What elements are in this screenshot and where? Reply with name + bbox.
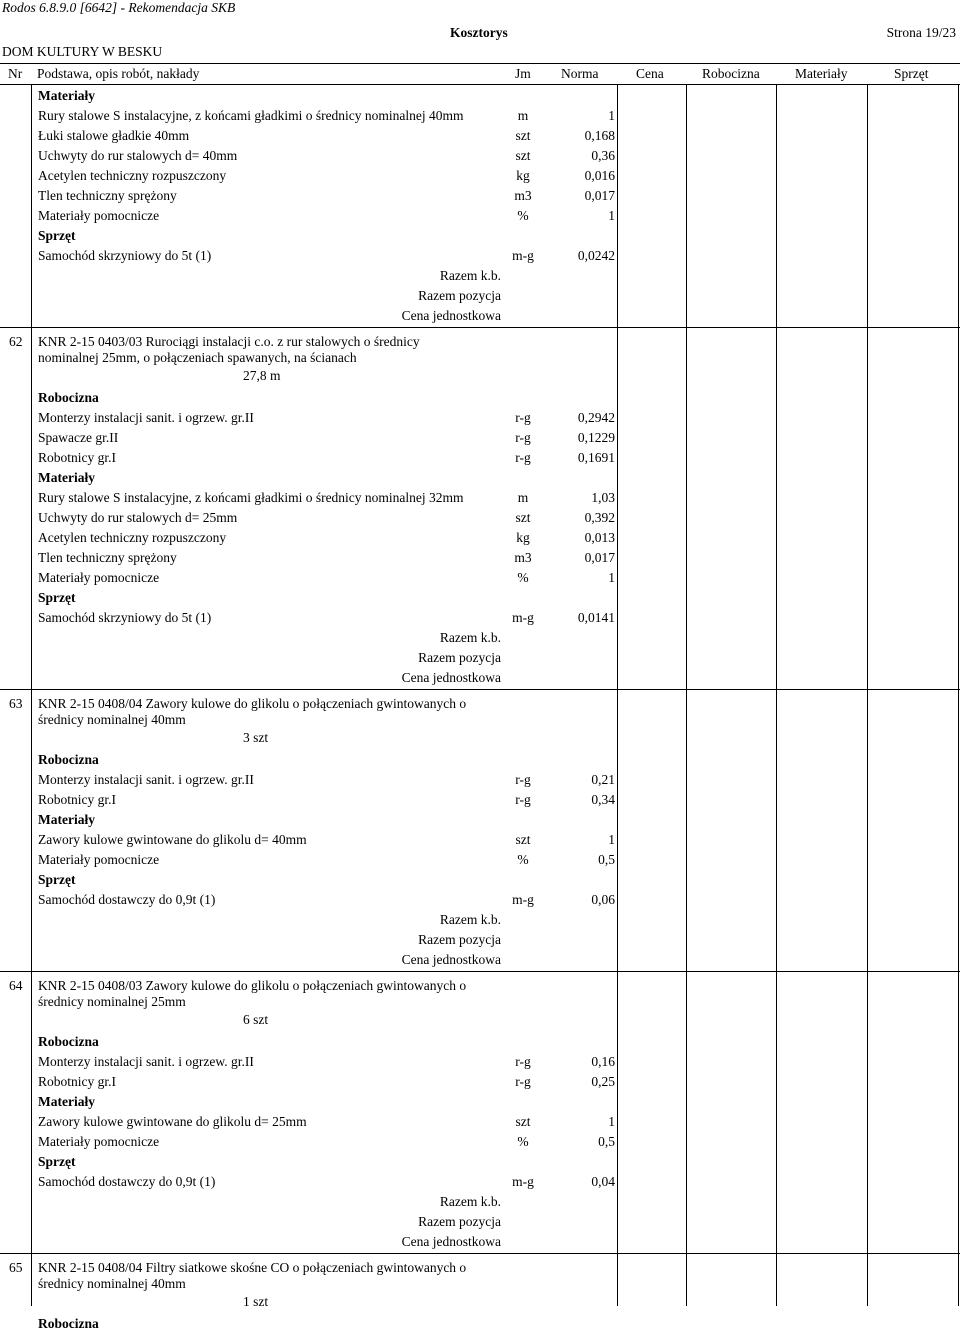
resource-unit: % [517,570,529,585]
position-description-line2: średnicy nominalnej 40mm [38,712,186,727]
grid-line [867,84,868,1306]
col-header-sprzet: Sprzęt [894,66,929,81]
resource-unit: % [517,208,529,223]
grid-line [958,84,959,1306]
resource-norma: 1 [608,108,615,123]
header-top-rule [0,63,960,64]
resource-name: Łuki stalowe gładkie 40mm [38,128,190,143]
resource-unit: szt [515,128,531,143]
resource-unit: m3 [514,550,532,565]
position-separator [0,327,960,328]
grid-line [31,84,32,1306]
resource-norma: 0,168 [584,128,615,143]
doc-title: Kosztorys [450,25,508,40]
app-title: Rodos 6.8.9.0 [6642] - Rekomendacja SKB [2,0,236,15]
section-heading: Materiały [38,470,95,485]
resource-norma: 0,017 [584,188,615,203]
col-header-materialy: Materiały [795,66,848,81]
summary-label: Cena jednostkowa [401,1234,501,1249]
resource-unit: m-g [512,248,534,263]
resource-norma: 0,5 [598,852,615,867]
position-separator [0,971,960,972]
header-bottom-rule [0,84,960,85]
summary-label: Razem pozycja [418,650,501,665]
col-header-jm: Jm [515,66,531,81]
resource-name: Zawory kulowe gwintowane do glikolu d= 40mm [38,832,307,847]
resource-name: Materiały pomocnicze [38,570,160,585]
position-quantity: 27,8 m [243,368,281,383]
resource-norma: 1 [608,570,615,585]
grid-line [686,84,687,1306]
resource-norma: 0,017 [584,550,615,565]
resource-unit: kg [516,530,530,545]
position-description-line2: średnicy nominalnej 40mm [38,1276,186,1291]
resource-norma: 0,016 [584,168,615,183]
section-heading: Sprzęt [38,872,76,887]
resource-norma: 0,16 [591,1054,615,1069]
resource-name: Zawory kulowe gwintowane do glikolu d= 25mm [38,1114,307,1129]
section-heading: Robocizna [38,390,99,405]
resource-norma: 0,1229 [577,430,615,445]
summary-label: Cena jednostkowa [401,952,501,967]
resource-norma: 0,2942 [577,410,615,425]
resource-norma: 0,34 [591,792,615,807]
position-separator [0,689,960,690]
resource-unit: m [517,490,529,505]
resource-norma: 0,5 [598,1134,615,1149]
resource-norma: 0,06 [591,892,615,907]
position-description-line1: KNR 2-15 0408/04 Zawory kulowe do glikolu o połączeniach gwintowanych o [38,696,467,711]
position-number: 63 [9,696,23,711]
resource-name: Materiały pomocnicze [38,1134,160,1149]
resource-unit: m-g [512,610,534,625]
section-heading: Robocizna [38,752,99,767]
col-header-norma: Norma [561,66,599,81]
resource-unit: m3 [514,188,532,203]
position-description-line1: KNR 2-15 0408/03 Zawory kulowe do glikolu o połączeniach gwintowanych o [38,978,467,993]
resource-unit: r-g [515,792,531,807]
resource-name: Tlen techniczny sprężony [38,550,177,565]
resource-name: Acetylen techniczny rozpuszczony [38,530,227,545]
resource-unit: szt [515,832,531,847]
resource-name: Monterzy instalacji sanit. i ogrzew. gr.II [38,410,254,425]
resource-norma: 0,392 [584,510,615,525]
position-description-line2: średnicy nominalnej 25mm [38,994,186,1009]
resource-name: Robotnicy gr.I [38,792,116,807]
resource-unit: % [517,852,529,867]
resource-unit: m [517,108,529,123]
resource-name: Materiały pomocnicze [38,852,160,867]
resource-name: Samochód dostawczy do 0,9t (1) [38,1174,216,1189]
resource-name: Samochód skrzyniowy do 5t (1) [38,610,212,625]
resource-name: Uchwyty do rur stalowych d= 25mm [38,510,238,525]
resource-norma: 0,04 [591,1174,615,1189]
resource-unit: r-g [515,1054,531,1069]
resource-unit: szt [515,148,531,163]
resource-norma: 0,1691 [577,450,615,465]
position-description-line2: nominalnej 25mm, o połączeniach spawanych, na ścianach [38,350,357,365]
section-heading: Materiały [38,812,95,827]
position-number: 64 [9,978,23,993]
resource-norma: 0,013 [584,530,615,545]
section-heading: Sprzęt [38,228,76,243]
resource-unit: r-g [515,450,531,465]
resource-name: Spawacze gr.II [38,430,119,445]
organization-name: DOM KULTURY W BESKU [2,44,163,59]
resource-norma: 0,36 [591,148,615,163]
resource-unit: m-g [512,892,534,907]
resource-unit: szt [515,1114,531,1129]
position-description-line1: KNR 2-15 0408/04 Filtry siatkowe skośne CO o połączeniach gwintowanych o [38,1260,467,1275]
resource-name: Monterzy instalacji sanit. i ogrzew. gr.II [38,772,254,787]
summary-label: Razem k.b. [439,268,501,283]
summary-label: Razem k.b. [439,1194,501,1209]
page-number: Strona 19/23 [886,25,956,40]
resource-norma: 0,21 [591,772,615,787]
resource-unit: szt [515,510,531,525]
position-description-line1: KNR 2-15 0403/03 Rurociągi instalacji c.o. z rur stalowych o średnicy [38,334,420,349]
resource-unit: kg [516,168,530,183]
resource-norma: 0,0242 [577,248,615,263]
position-quantity: 6 szt [243,1012,269,1027]
resource-name: Samochód dostawczy do 0,9t (1) [38,892,216,907]
position-separator [0,1253,960,1254]
position-number: 62 [9,334,23,349]
summary-label: Razem pozycja [418,932,501,947]
resource-norma: 1 [608,1114,615,1129]
resource-unit: r-g [515,772,531,787]
position-quantity: 1 szt [243,1294,269,1309]
resource-unit: r-g [515,410,531,425]
resource-name: Acetylen techniczny rozpuszczony [38,168,227,183]
grid-line [617,84,618,1306]
resource-norma: 1 [608,832,615,847]
position-number: 65 [9,1260,23,1275]
resource-name: Rury stalowe S instalacyjne, z końcami gładkimi o średnicy nominalnej 32mm [38,490,464,505]
section-heading: Robocizna [38,1034,99,1049]
resource-name: Uchwyty do rur stalowych d= 40mm [38,148,238,163]
summary-label: Razem pozycja [418,288,501,303]
grid-line [776,84,777,1306]
section-heading: Materiały [38,1094,95,1109]
resource-norma: 1 [608,208,615,223]
col-header-description: Podstawa, opis robót, nakłady [37,66,200,81]
resource-unit: r-g [515,430,531,445]
summary-label: Razem pozycja [418,1214,501,1229]
col-header-cena: Cena [636,66,664,81]
section-heading: Sprzęt [38,590,76,605]
summary-label: Razem k.b. [439,630,501,645]
resource-name: Robotnicy gr.I [38,1074,116,1089]
resource-name: Robotnicy gr.I [38,450,116,465]
summary-label: Cena jednostkowa [401,670,501,685]
resource-unit: m-g [512,1174,534,1189]
summary-label: Razem k.b. [439,912,501,927]
section-heading: Materiały [38,88,95,103]
section-heading: Robocizna [38,1316,99,1331]
section-heading: Sprzęt [38,1154,76,1169]
resource-norma: 0,0141 [577,610,615,625]
resource-name: Tlen techniczny sprężony [38,188,177,203]
resource-name: Rury stalowe S instalacyjne, z końcami gładkimi o średnicy nominalnej 40mm [38,108,464,123]
resource-name: Samochód skrzyniowy do 5t (1) [38,248,212,263]
resource-norma: 1,03 [591,490,615,505]
resource-name: Monterzy instalacji sanit. i ogrzew. gr.II [38,1054,254,1069]
col-header-nr: Nr [8,66,23,81]
resource-unit: r-g [515,1074,531,1089]
position-quantity: 3 szt [243,730,269,745]
resource-name: Materiały pomocnicze [38,208,160,223]
resource-unit: % [517,1134,529,1149]
resource-norma: 0,25 [591,1074,615,1089]
col-header-robocizna: Robocizna [702,66,760,81]
summary-label: Cena jednostkowa [401,308,501,323]
